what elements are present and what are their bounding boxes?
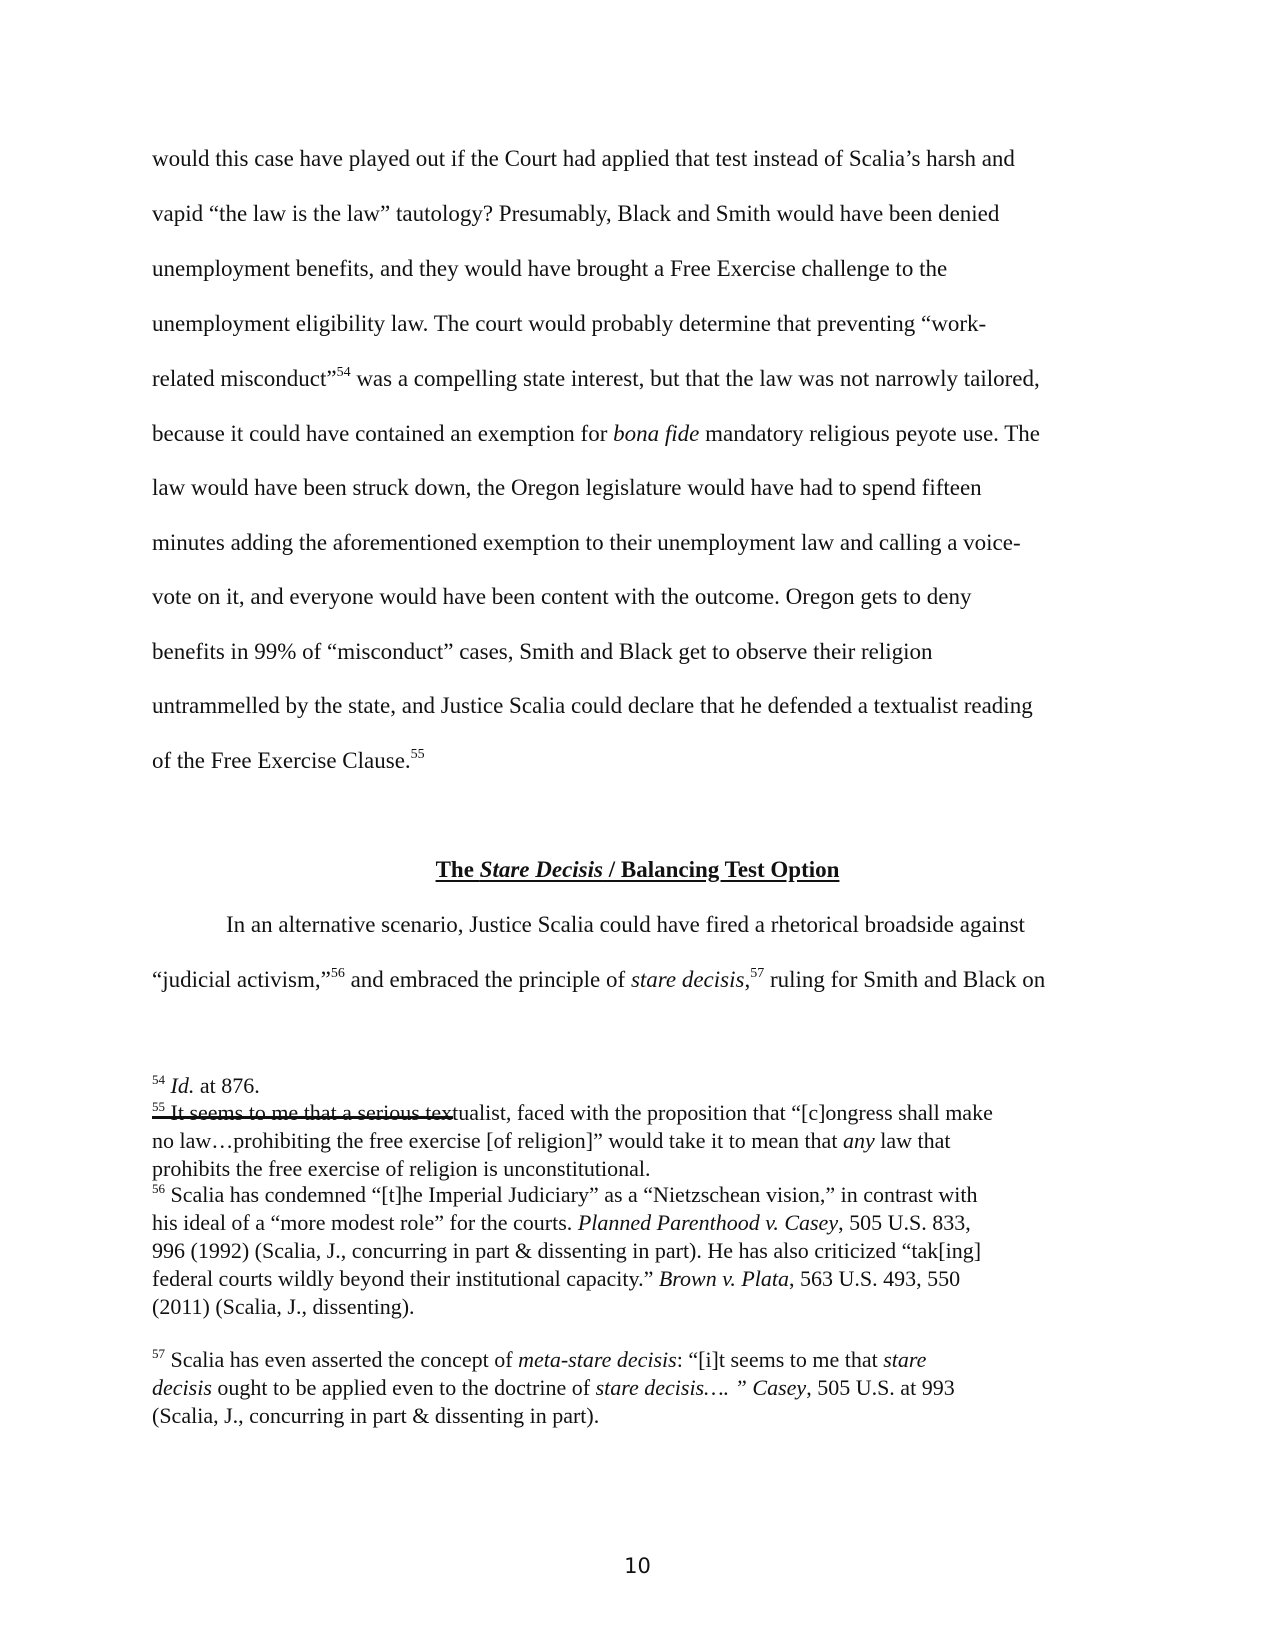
body-line: unemployment benefits, and they would have brought a Free Exercise challenge to the xyxy=(152,256,948,281)
body-line: unemployment eligibility law. The court would probably determine that preventing “work- xyxy=(152,311,987,336)
body-line: law would have been struck down, the Oregon legislature would have had to spend fifteen xyxy=(152,475,982,500)
body-line: would this case have played out if the Court had applied that test instead of Scalia’s harsh and xyxy=(152,146,1015,171)
footnote-54: $^{54}$ Id. at 876. xyxy=(152,1072,260,1098)
body-line: because it could have contained an exemption for bona fide mandatory religious peyote use. The xyxy=(152,421,1041,446)
section-line: “judicial activism,”$^{56}$ and embraced the principle of stare decisis,$^{57}$ ruling for Smith and Black on xyxy=(152,966,1046,992)
footnote-56: $^{56}$ Scalia has condemned “[t]he Imperial Judiciary” as a “Nietzschean vision,” in contrast with his ideal of a “more modest role” for the courts. Planned Parenthood v. Casey, 505 U.S. 833, 996 (1992) (Scalia, J., concurring in part & dissenting in part). He has also criticized “tak[ing] federal courts wildly beyond their institutional capacity.” Brown v. Plata, 563 U.S. 493, 550 (2011) (Scalia, J., dissenting). xyxy=(152,1181,982,1319)
footnote-ref-56[interactable]: 56 xyxy=(330,966,345,981)
body-line: untrammelled by the state, and Justice Scalia could declare that he defended a textualist reading xyxy=(152,693,1033,718)
footnote-ref-57[interactable]: 57 xyxy=(750,966,765,981)
body-line: minutes adding the aforementioned exemption to their unemployment law and calling a voice- xyxy=(152,530,1021,555)
footnote-57: $^{57}$ Scalia has even asserted the concept of meta-stare decisis: “[i]t seems to me that stare decisis ought to be applied even to the doctrine of stare decisis…. ” Casey, 505 U.S. at 993 (Scalia, J., concurring in part & dissenting in part). xyxy=(152,1346,955,1428)
footnote-55: $^{55}$ It seems to me that a serious textualist, faced with the proposition that “[c]ongress shall make no law…prohibiting the free exercise [of religion]” would take it to mean that any law that prohibits the free exercise of religion is unconstitutional. xyxy=(152,1099,993,1181)
footnote-ref-54[interactable]: 54 xyxy=(336,365,351,380)
footnote-ref-55[interactable]: 55 xyxy=(410,747,425,762)
section-heading: The Stare Decisis / Balancing Test Option xyxy=(435,857,840,882)
body-line: vapid “the law is the law” tautology? Presumably, Black and Smith would have been denied xyxy=(152,201,1000,226)
page-number: 10 xyxy=(624,1554,651,1578)
body-line: related misconduct”$^{54}$ was a compelling state interest, but that the law was not narrowly tailored, xyxy=(152,365,1040,391)
body-line: benefits in 99% of “misconduct” cases, Smith and Black get to observe their religion xyxy=(152,639,933,664)
body-line: of the Free Exercise Clause.$^{55}$ xyxy=(152,747,425,773)
section-line: In an alternative scenario, Justice Scalia could have fired a rhetorical broadside against xyxy=(226,912,1025,937)
body-line: vote on it, and everyone would have been content with the outcome. Oregon gets to deny xyxy=(152,584,972,609)
